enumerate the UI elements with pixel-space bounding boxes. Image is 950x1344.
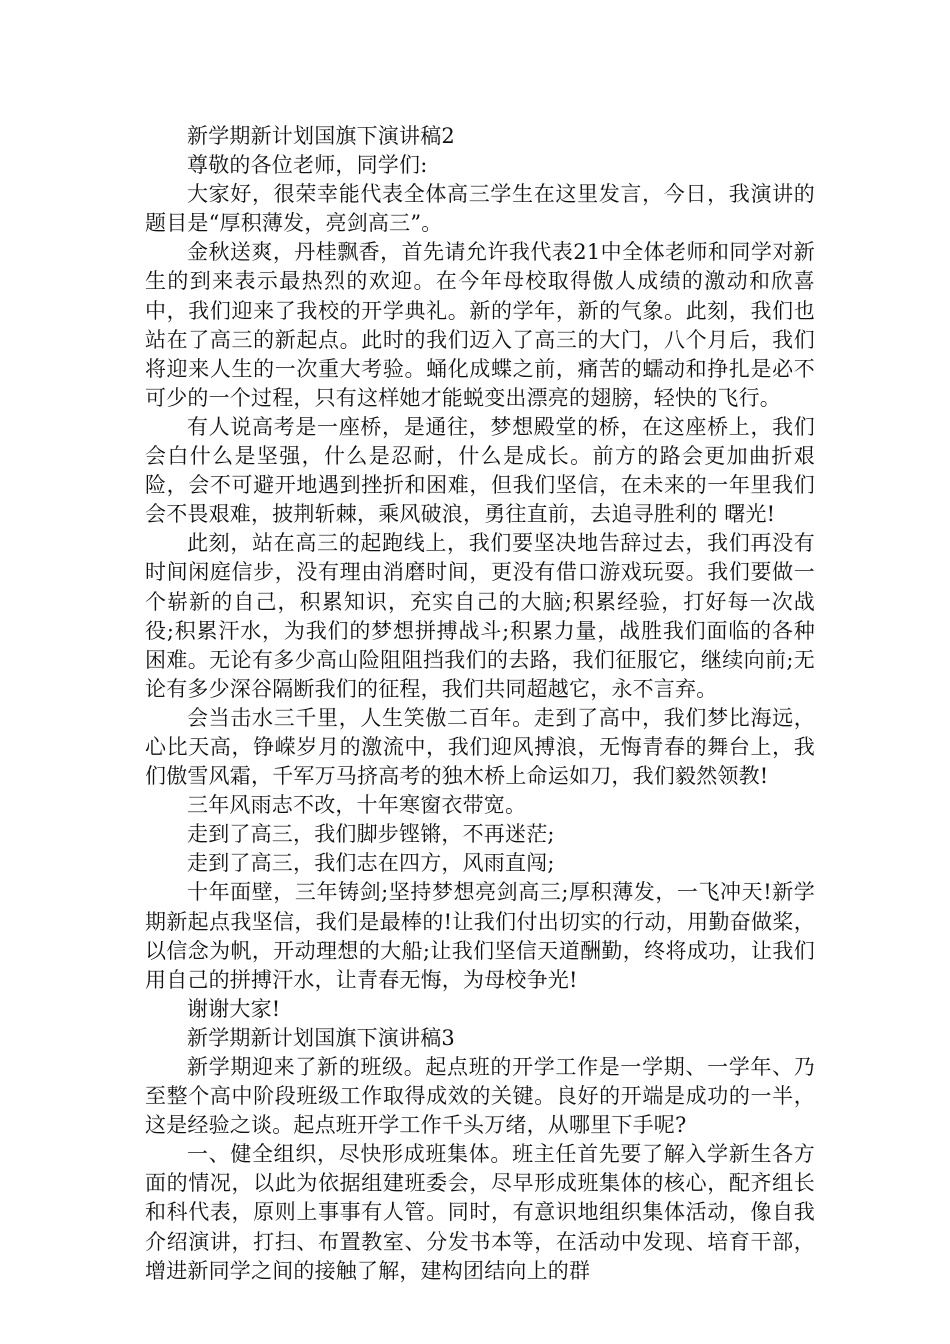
verse-line-2: 走到了高三，我们脚步铿锵，不再迷茫; xyxy=(187,822,555,847)
salutation: 尊敬的各位老师，同学们: xyxy=(187,153,428,178)
paragraph-bridge: 有人说高考是一座桥，是通往，梦想殿堂的桥，在这座桥上，我们会白什么是坚强，什么是忍耐，什么是成长。前方的路会更加曲折艰险，会不可避开地遇到挫折和困难，但我们坚信，在未来的一年里我们会不畏艰难，披荆斩棘，乘风破浪，勇往直前，去追寻胜利的 曙光! xyxy=(145,414,815,527)
verse-line-1: 三年风雨志不改，十年寒窗衣带宽。 xyxy=(187,793,527,818)
paragraph-start-line: 此刻，站在高三的起跑线上，我们要坚决地告辞过去，我们再没有时间闲庭信步，没有理由消磨时间，更没有借口游戏玩耍。我们要做一个崭新的自己，积累知识，充实自己的大脑;积累经验，打好每一次战役;积累汗水，为我们的梦想拼搏战斗;积累力量，战胜我们面临的各种困难。无论有多少高山险阻阻挡我们的去路，我们征服它，继续向前;无论有多少深谷隔断我们的征程，我们共同超越它，永不言弃。 xyxy=(145,531,815,701)
verse-line-3: 走到了高三，我们志在四方，风雨直闯; xyxy=(187,851,555,876)
paragraph-welcome: 金秋送爽，丹桂飘香，首先请允许我代表21中全体老师和同学对新生的到来表示最热烈的欢迎。在今年母校取得傲人成绩的激动和欣喜中，我们迎来了我校的开学典礼。新的学年，新的气象。此刻，我们也站在了高三的新起点。此时的我们迈入了高三的大门，八个月后，我们将迎来人生的一次重大考验。蛹化成蝶之前，痛苦的蠕动和挣扎是必不可少的一个过程，只有这样她才能蜕变出漂亮的翅膀，轻快的飞行。 xyxy=(145,240,815,410)
paragraph-organization: 一、健全组织，尽快形成班集体。班主任首先要了解入学新生各方面的情况，以此为依据组建班委会，尽早形成班集体的核心，配齐组长和科代表，原则上事事有人管。同时，有意识地组织集体活动，像自我介绍演讲，打扫、布置教室、分发书本等，在活动中发现、培育干部，增进新同学之间的接触了解，建构团结向上的群 xyxy=(145,1142,815,1283)
section-heading-3: 新学期新计划国旗下演讲稿3 xyxy=(187,1025,455,1050)
paragraph-new-class: 新学期迎来了新的班级。起点班的开学工作是一学期、一学年、乃至整个高中阶段班级工作取得成效的关键。良好的开端是成功的一半，这是经验之谈。起点班开学工作千头万绪，从哪里下手呢? xyxy=(145,1055,815,1138)
paragraph-conclusion: 十年面壁，三年铸剑;坚持梦想亮剑高三;厚积薄发，一飞冲天!新学期新起点我坚信，我们是最棒的!让我们付出切实的行动，用勤奋做桨，以信念为帆，开动理想的大船;让我们坚信天道酬勤，终将成功，让我们用自己的拼搏汗水，让青春无悔，为母校争光! xyxy=(145,880,815,992)
paragraph-ambition: 会当击水三千里，人生笑傲二百年。走到了高中，我们梦比海远，心比天高，铮嵘岁月的激流中，我们迎风搏浪，无悔青春的舞台上，我们傲雪风霜，千军万马挤高考的独木桥上命运如刀，我们毅然领教! xyxy=(145,705,815,789)
document-body xyxy=(145,122,815,1286)
paragraph-intro: 大家好，很荣幸能代表全体高三学生在这里发言，今日，我演讲的题目是“厚积薄发，亮剑高三”。 xyxy=(145,182,815,236)
closing-thanks: 谢谢大家! xyxy=(187,996,281,1021)
section-heading-2: 新学期新计划国旗下演讲稿2 xyxy=(187,124,455,148)
